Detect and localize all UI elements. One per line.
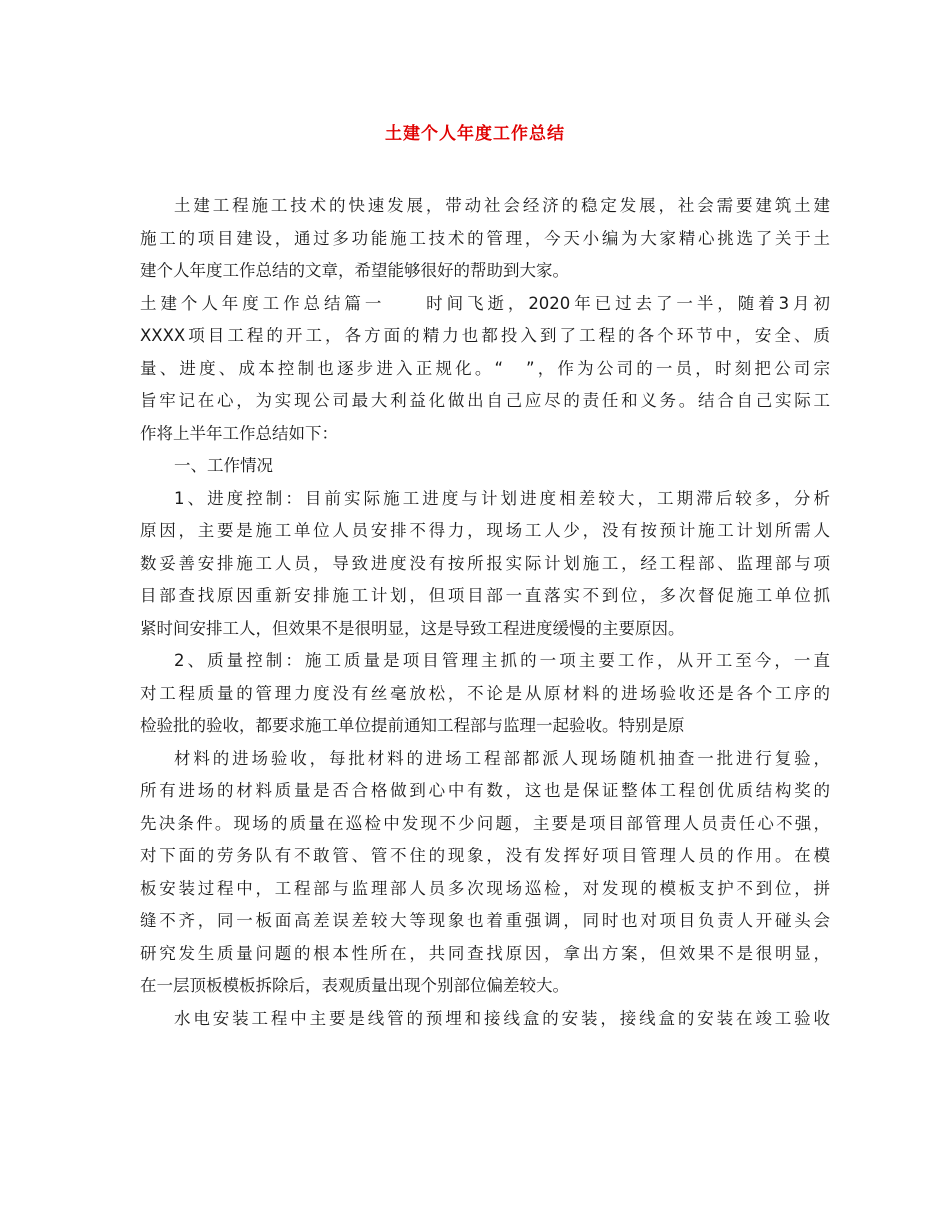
paragraph-line: 对工程质量的管理力度没有丝毫放松，不论是从原材料的进场验收还是各个工序的	[140, 683, 830, 703]
document-title: 土建个人年度工作总结	[385, 124, 565, 144]
paragraph-line: 建个人年度工作总结的文章，希望能够很好的帮助到大家。	[140, 261, 569, 280]
document-body	[140, 190, 830, 1035]
paragraph-line: 2、质量控制：施工质量是项目管理主抓的一项主要工作，从开工至今，一直	[174, 651, 830, 670]
paragraph-line: XXXX项目工程的开工，各方面的精力也都投入到了工程的各个环节中，安全、质	[140, 326, 830, 345]
section-heading: 一、工作情况	[174, 456, 273, 475]
paragraph-line: 水电安装工程中主要是线管的预埋和接线盒的安装，接线盒的安装在竣工验收	[174, 1008, 830, 1028]
paragraph-line: 1、进度控制：目前实际施工进度与计划进度相差较大，工期滞后较多，分析	[174, 488, 830, 508]
paragraph-line: 紧时间安排工人，但效果不是很明显，这是导致工程进度缓慢的主要原因。	[140, 618, 685, 638]
paragraph-line: 在一层顶板模板拆除后，表观质量出现个别部位偏差较大。	[140, 976, 569, 995]
paragraph-line: 检验批的验收，都要求施工单位提前通知工程部与监理一起验收。特别是原	[140, 716, 685, 735]
paragraph-line: 土建工程施工技术的快速发展，带动社会经济的稳定发展，社会需要建筑土建	[174, 196, 830, 215]
paragraph-line: 板安装过程中，工程部与监理部人员多次现场巡检，对发现的模板支护不到位，拼	[140, 878, 830, 898]
paragraph-line: 所有进场的材料质量是否合格做到心中有数，这也是保证整体工程创优质结构奖的	[140, 781, 830, 800]
paragraph-line: 数妥善安排施工人员，导致进度没有按所报实际计划施工，经工程部、监理部与项	[140, 553, 830, 573]
paragraph-line: 缝不齐，同一板面高差误差较大等现象也着重强调，同时也对项目负责人开碰头会	[140, 911, 830, 930]
paragraph-line: 量、进度、成本控制也逐步进入正规化。“ ”，作为公司的一员，时刻把公司宗	[140, 358, 830, 378]
paragraph-line: 作将上半年工作总结如下：	[140, 423, 338, 443]
paragraph-line: 施工的项目建设，通过多功能施工技术的管理，今天小编为大家精心挑选了关于土	[140, 228, 830, 248]
paragraph-line: 研究发生质量问题的根本性所在，共同查找原因，拿出方案，但效果不是很明显，	[140, 943, 830, 963]
paragraph-line: 旨牢记在心，为实现公司最大利益化做出自己应尽的责任和义务。结合自己实际工	[140, 391, 830, 410]
paragraph-line: 先决条件。现场的质量在巡检中发现不少问题，主要是项目部管理人员责任心不强，	[140, 813, 830, 833]
paragraph-line: 目部查找原因重新安排施工计划，但项目部一直落实不到位，多次督促施工单位抓	[140, 586, 830, 605]
paragraph-line: 原因，主要是施工单位人员安排不得力，现场工人少，没有按预计施工计划所需人	[140, 521, 830, 540]
paragraph-line: 土建个人年度工作总结篇一 时间飞逝，2020年已过去了一半，随着3月初	[140, 293, 830, 313]
paragraph-line: 对下面的劳务队有不敢管、管不住的现象，没有发挥好项目管理人员的作用。在模	[140, 846, 830, 865]
paragraph-line: 材料的进场验收，每批材料的进场工程部都派人现场随机抽查一批进行复验，	[174, 748, 830, 768]
